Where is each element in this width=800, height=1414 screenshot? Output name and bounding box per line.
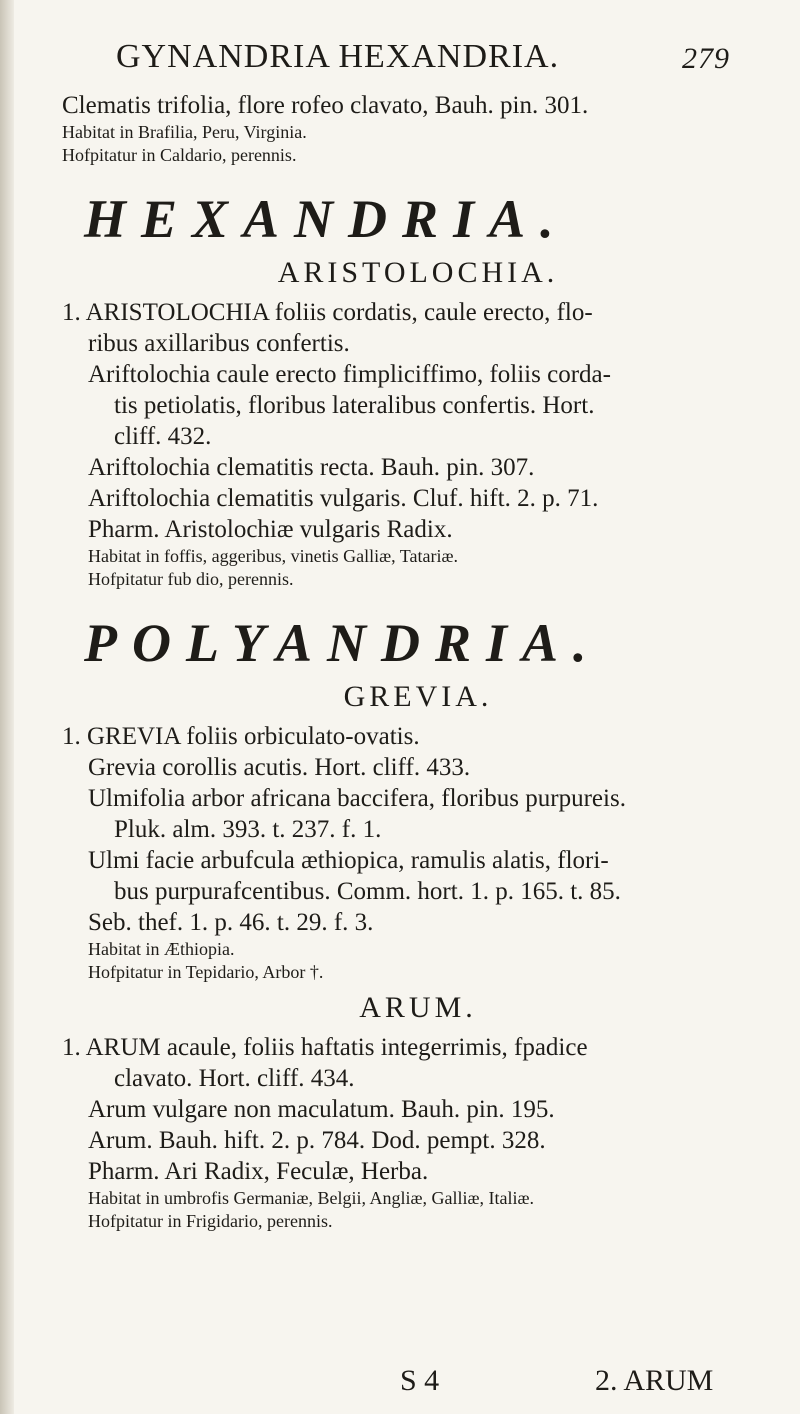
synonym-line: bus purpurafcentibus. Comm. hort. 1. p. 165. t. 85. — [114, 878, 621, 905]
section-hexandria — [62, 189, 774, 591]
section-polyandria — [62, 613, 774, 984]
habitat-line: Habitat in Æthiopia. — [88, 939, 235, 959]
synonym-line: cliff. 432. — [114, 423, 212, 450]
species-line: 1. GREVIA foliis orbiculato-ovatis. — [62, 723, 420, 750]
pharmacy-line: Pharm. Ari Radix, Feculæ, Herba. — [88, 1158, 429, 1185]
synonym-line: Ariftolochia caule erecto fimpliciffimo, foliis corda- — [88, 361, 611, 388]
class-title-polyandria: POLYANDRIA. — [84, 613, 602, 673]
page-header — [110, 38, 760, 88]
genus-title-grevia: GREVIA. — [343, 680, 493, 713]
running-title: GYNANDRIA HEXANDRIA. — [116, 38, 560, 75]
synonym-line: Arum. Bauh. hift. 2. p. 784. Dod. pempt. 328. — [88, 1127, 546, 1154]
cultivation-line: Hofpitatur fub dio, perennis. — [88, 569, 294, 589]
cultivation-line: Hofpitatur in Frigidario, perennis. — [88, 1211, 333, 1231]
synonym-line: tis petiolatis, floribus lateralibus confertis. Hort. — [114, 392, 595, 419]
page-content — [62, 90, 774, 1233]
species-line: 1. ARISTOLOCHIA foliis cordatis, caule erecto, flo- — [62, 299, 593, 326]
clematis-entry — [62, 90, 774, 167]
genus-title-aristolochia: ARISTOLOCHIA. — [277, 256, 559, 289]
synonym-line: Ulmifolia arbor africana baccifera, floribus purpureis. — [88, 785, 626, 812]
habitat-line: Habitat in foffis, aggeribus, vinetis Galliæ, Tatariæ. — [88, 546, 459, 566]
page-spine-edge — [0, 0, 14, 1414]
synonym-line: Arum vulgare non maculatum. Bauh. pin. 195. — [88, 1096, 555, 1123]
synonym-line: Seb. thef. 1. p. 46. t. 29. f. 3. — [88, 909, 374, 936]
page-number: 279 — [682, 42, 730, 75]
synonym-line: Ariftolochia clematitis recta. Bauh. pin. 307. — [88, 454, 535, 481]
cultivation-line: Hofpitatur in Tepidario, Arbor †. — [88, 962, 324, 982]
page-footer — [0, 1364, 800, 1400]
habitat-line: Habitat in umbrofis Germaniæ, Belgii, Angliæ, Galliæ, Italiæ. — [88, 1188, 534, 1208]
class-title-hexandria: HEXANDRIA. — [84, 189, 569, 249]
synonym-line: Ariftolochia clematitis vulgaris. Cluf. hift. 2. p. 71. — [88, 485, 599, 512]
species-line: clavato. Hort. cliff. 434. — [114, 1065, 355, 1092]
clematis-line: Clematis trifolia, flore rofeo clavato, Bauh. pin. 301. — [62, 92, 589, 119]
cultivation-line: Hofpitatur in Caldario, perennis. — [62, 145, 297, 165]
pharmacy-line: Pharm. Aristolochiæ vulgaris Radix. — [88, 516, 453, 543]
species-line: 1. ARUM acaule, foliis haftatis integerrimis, fpadice — [62, 1034, 588, 1061]
signature-mark: S 4 — [400, 1364, 440, 1397]
synonym-line: Grevia corollis acutis. Hort. cliff. 433. — [88, 754, 471, 781]
genus-title-arum: ARUM. — [359, 991, 477, 1024]
catchword: 2. ARUM — [595, 1364, 714, 1397]
synonym-line: Pluk. alm. 393. t. 237. f. 1. — [114, 816, 382, 843]
section-arum — [62, 990, 774, 1233]
habitat-line: Habitat in Brafilia, Peru, Virginia. — [62, 122, 307, 142]
synonym-line: Ulmi facie arbufcula æthiopica, ramulis alatis, flori- — [88, 847, 609, 874]
species-line: ribus axillaribus confertis. — [88, 330, 350, 357]
